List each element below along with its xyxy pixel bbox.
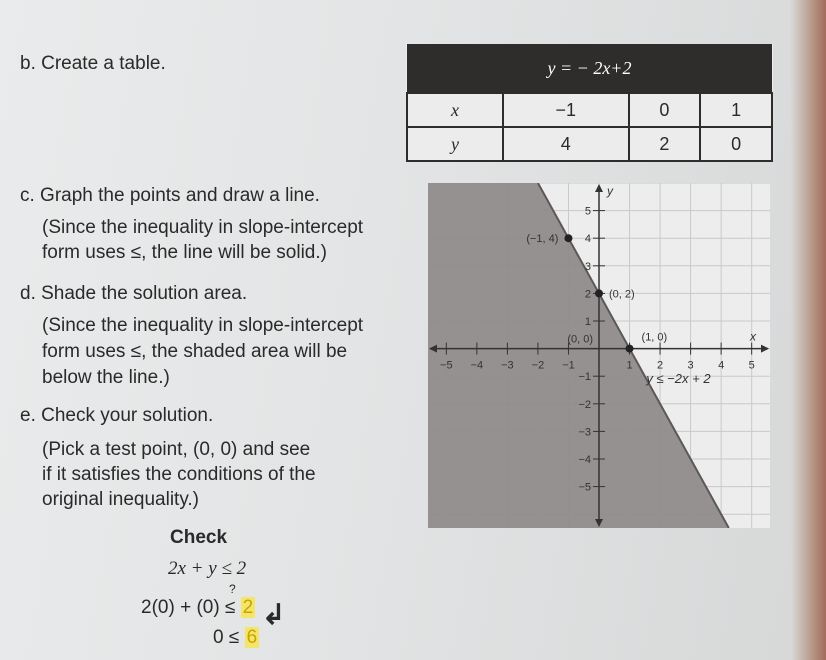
plotted-point — [564, 234, 572, 242]
step-d-note: below the line.) — [42, 367, 170, 388]
page-edge — [790, 0, 826, 660]
y-tick-label: −5 — [578, 481, 591, 494]
y-tick-label: −1 — [578, 371, 591, 384]
step-c-title: c. Graph the points and draw a line. — [20, 185, 320, 206]
x-tick-label: −5 — [440, 359, 453, 372]
table-row-x — [407, 93, 772, 127]
highlighted-value: 2 — [242, 597, 254, 618]
x-tick-label: −2 — [531, 359, 545, 372]
x-tick-label: 2 — [657, 359, 664, 372]
step-e-note: original inequality.) — [42, 489, 200, 510]
y-axis-label: y — [607, 184, 613, 198]
step-d-title: d. Shade the solution area. — [20, 283, 248, 304]
y-tick-label: 3 — [584, 260, 591, 273]
plotted-point — [595, 289, 603, 297]
x-tick-label: −1 — [562, 359, 575, 372]
check-line-1: 2x + y ≤ 2 — [168, 558, 247, 579]
plotted-point — [626, 345, 634, 353]
y-header: y — [407, 127, 503, 161]
y-tick-label: −3 — [578, 426, 591, 439]
x-value: 1 — [700, 93, 772, 127]
origin-label: (0, 0) — [567, 333, 593, 346]
x-header: x — [407, 93, 503, 127]
x-axis-label: x — [750, 329, 756, 344]
check-question-mark: ? — [229, 582, 236, 596]
x-tick-label: 3 — [687, 359, 694, 372]
y-value: 0 — [700, 127, 772, 161]
x-tick-label: −3 — [501, 359, 514, 372]
inequality-label: y ≤ −2x + 2 — [646, 370, 711, 386]
step-e-note: if it satisfies the conditions of the — [42, 464, 316, 485]
step-d-note: form uses ≤, the shaded area will be — [42, 341, 348, 362]
x-tick-label: 1 — [626, 359, 633, 372]
x-tick-label: 5 — [748, 359, 755, 372]
y-tick-label: 2 — [584, 288, 591, 301]
y-value: 2 — [629, 127, 701, 161]
highlighted-value: 6 — [246, 627, 258, 648]
x-value: 0 — [629, 93, 701, 127]
y-tick-label: 4 — [584, 233, 591, 246]
inequality-graph — [428, 183, 770, 528]
step-c-note: (Since the inequality in slope-intercept — [42, 217, 364, 238]
y-tick-label: −4 — [578, 454, 591, 466]
y-tick-label: −2 — [578, 398, 591, 411]
value-table — [406, 44, 773, 162]
y-value: 4 — [503, 127, 629, 161]
table-row-y — [407, 127, 772, 161]
return-arrow-icon: ↲ — [262, 599, 286, 630]
table-equation: y = − 2x+2 — [407, 44, 772, 93]
step-e-title: e. Check your solution. — [20, 405, 214, 426]
x-tick-label: −4 — [470, 359, 484, 372]
check-line-3: 0 ≤ 6 — [213, 627, 258, 648]
x-value: −1 — [503, 93, 629, 127]
y-tick-label: 5 — [584, 205, 591, 218]
check-title: Check — [170, 527, 228, 548]
point-label: (−1, 4) — [526, 233, 559, 246]
step-d-note: (Since the inequality in slope-intercept — [42, 315, 364, 336]
step-b-title: b. Create a table. — [20, 53, 166, 74]
step-e-note: (Pick a test point, (0, 0) and see — [42, 439, 311, 460]
x-tick-label: 4 — [718, 359, 725, 372]
step-c-note: form uses ≤, the line will be solid.) — [42, 242, 327, 263]
point-label: (1, 0) — [641, 331, 668, 344]
point-label: (0, 2) — [609, 288, 635, 301]
y-tick-label: 1 — [584, 316, 591, 328]
check-line-2: 2(0) + (0) ≤ 2 — [141, 597, 254, 618]
